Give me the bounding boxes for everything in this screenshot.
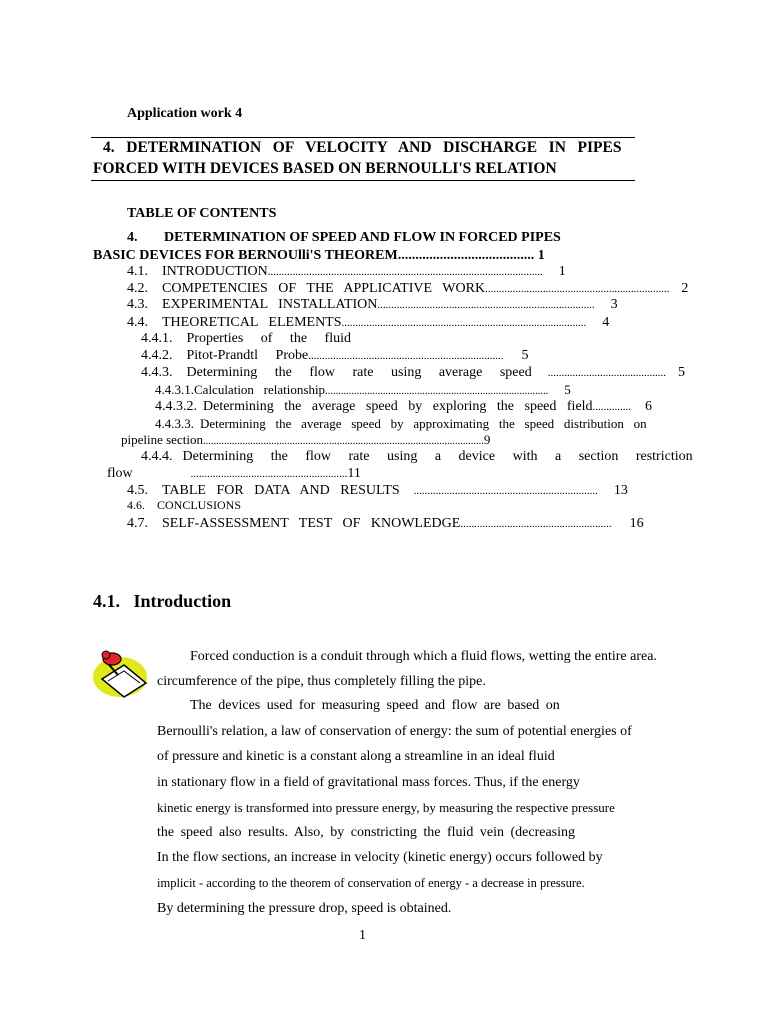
toc-item-dots: ..................................................................................... <box>325 386 549 397</box>
toc-item-dots: ....................................................................... <box>308 350 504 362</box>
toc-item-dots: ................................................................... <box>485 283 670 295</box>
toc-item-dots: ......................................................... <box>190 468 348 480</box>
toc-item-4-1[interactable] <box>127 264 566 280</box>
section-heading: 4.1. Introduction <box>93 591 232 611</box>
toc-item-number: 4.4.3. <box>141 365 173 380</box>
toc-item-dots: ....................................................... <box>460 518 612 530</box>
toc-item-text: Determining the average speed by exploring the speed field <box>203 399 593 414</box>
toc-item-4-4-2[interactable] <box>141 348 528 364</box>
toc-main-line-2: BASIC DEVICES FOR BERNOUlli'S THEOREM....................................... 1 <box>93 248 545 263</box>
toc-item-page: 13 <box>613 483 628 498</box>
toc-item-page: 6 <box>645 399 653 414</box>
body-line-3: The devices used for measuring speed and flow are based on <box>190 698 560 713</box>
body-line-5: of pressure and kinetic is a constant along a streamline in an ideal fluid <box>157 749 555 764</box>
toc-heading: TABLE OF CONTENTS <box>127 206 277 221</box>
body-line-6: in stationary flow in a field of gravitational mass forces. Thus, if the energy <box>157 775 580 790</box>
toc-item-text: COMPETENCIES OF THE APPLICATIVE WORK <box>162 281 486 296</box>
pushpin-note-icon <box>90 645 160 705</box>
toc-item-page: 5 <box>564 382 571 397</box>
toc-item-page: 9 <box>483 432 491 447</box>
toc-item-4-6[interactable] <box>127 498 241 513</box>
toc-item-page: 4 <box>602 315 610 330</box>
toc-item-text: Pitot-Prandtl Probe <box>186 348 309 363</box>
title-line-2: FORCED WITH DEVICES BASED ON BERNOULLI'S RELATION <box>93 160 557 177</box>
toc-item-dots: ................................................................... <box>413 485 598 497</box>
toc-item-4-4-4-cont[interactable] <box>107 466 361 482</box>
toc-item-page: 16 <box>629 516 644 531</box>
toc-item-dots: ........................................................................................................... <box>202 436 484 447</box>
toc-item-number: 4.4.1. <box>141 331 173 346</box>
toc-item-dots: ............................................................................... <box>377 299 595 311</box>
toc-item-text: flow <box>107 466 133 481</box>
toc-item-page: 5 <box>678 365 685 380</box>
toc-item-page: 3 <box>610 297 618 312</box>
title-line-1: 4. DETERMINATION OF VELOCITY AND DISCHARGE IN PIPES <box>103 139 622 156</box>
toc-item-text: SELF-ASSESSMENT TEST OF KNOWLEDGE <box>162 516 461 531</box>
toc-item-page: 11 <box>347 466 361 481</box>
toc-item-number: 4.4.3.3. <box>155 416 194 431</box>
toc-item-dots: .............. <box>592 401 632 413</box>
toc-item-4-4-3[interactable] <box>141 365 768 381</box>
toc-item-number: 4.5. <box>127 483 148 498</box>
toc-item-text: TABLE FOR DATA AND RESULTS <box>162 483 400 498</box>
body-line-4: Bernoulli's relation, a law of conservation of energy: the sum of potential energies of <box>157 724 632 739</box>
toc-item-text: EXPERIMENTAL INSTALLATION <box>162 297 378 312</box>
toc-item-4-5[interactable] <box>127 483 628 499</box>
toc-item-4-4-3-2[interactable] <box>155 399 652 415</box>
page-number: 1 <box>359 928 366 943</box>
toc-item-text: pipeline section <box>121 432 203 447</box>
toc-item-text: Determining the average speed by approximating the speed distribution on <box>200 416 647 431</box>
body-line-11: By determining the pressure drop, speed is obtained. <box>157 901 452 916</box>
toc-item-text: CONCLUSIONS <box>157 498 242 512</box>
toc-item-4-3[interactable] <box>127 297 618 313</box>
toc-item-dots: ......................................................................................... <box>341 317 587 329</box>
toc-item-4-4-3-1[interactable] <box>155 382 571 398</box>
toc-item-4-4-1[interactable] <box>141 331 351 347</box>
toc-item-number: 4.2. <box>127 281 148 296</box>
application-work-label: Application work 4 <box>127 106 243 121</box>
toc-item-text: INTRODUCTION <box>162 264 268 279</box>
toc-item-number: 4.3. <box>127 297 148 312</box>
toc-item-text: Determining the flow rate using a device with a section restriction <box>182 449 693 464</box>
body-line-7: kinetic energy is transformed into pressure energy, by measuring the respective pressure <box>157 800 615 815</box>
toc-item-number: 4.7. <box>127 516 148 531</box>
toc-item-number: 4.4.4. <box>141 449 173 464</box>
toc-item-4-4-3-3[interactable] <box>155 416 647 432</box>
toc-item-4-4[interactable] <box>127 315 609 331</box>
body-line-2: circumference of the pipe, thus completely filling the pipe. <box>157 674 486 689</box>
toc-item-number: 4.4.3.2. <box>155 399 197 414</box>
title-top-rule <box>91 137 635 138</box>
toc-item-number: 4.4.2. <box>141 348 173 363</box>
toc-item-4-4-4[interactable] <box>141 449 693 465</box>
toc-item-4-4-3-3-cont[interactable] <box>121 432 490 448</box>
toc-item-text: Determining the flow rate using average speed <box>186 365 532 380</box>
body-line-8: the speed also results. Also, by constricting the fluid vein (decreasing <box>157 825 576 840</box>
toc-item-number: 4.1. <box>127 264 148 279</box>
body-line-1: Forced conduction is a conduit through which a fluid flows, wetting the entire area. <box>190 649 657 664</box>
toc-item-text: Properties of the fluid <box>186 331 351 346</box>
toc-item-4-2[interactable] <box>127 281 768 297</box>
toc-item-4-7[interactable] <box>127 516 644 532</box>
toc-item-page: 2 <box>681 281 689 296</box>
toc-item-page: 5 <box>521 348 529 363</box>
toc-item-number: 4.4. <box>127 315 148 330</box>
toc-item-page: 1 <box>558 264 566 279</box>
toc-item-text: THEORETICAL ELEMENTS <box>162 315 342 330</box>
body-line-9: In the flow sections, an increase in velocity (kinetic energy) occurs followed by <box>157 850 603 865</box>
toc-item-dots: .................................................................................................... <box>267 266 543 278</box>
toc-item-number: 4.6. <box>127 498 145 512</box>
toc-item-text: Calculation relationship <box>194 382 326 397</box>
toc-main-number: 4. <box>127 230 138 245</box>
title-bottom-rule <box>91 180 635 181</box>
toc-item-number: 4.4.3.1. <box>155 382 194 397</box>
body-line-10: implicit - according to the theorem of conservation of energy - a decrease in pressure. <box>157 876 585 890</box>
toc-item-dots: ........................................... <box>547 367 666 379</box>
toc-main-line-1: DETERMINATION OF SPEED AND FLOW IN FORCED PIPES <box>164 230 561 245</box>
